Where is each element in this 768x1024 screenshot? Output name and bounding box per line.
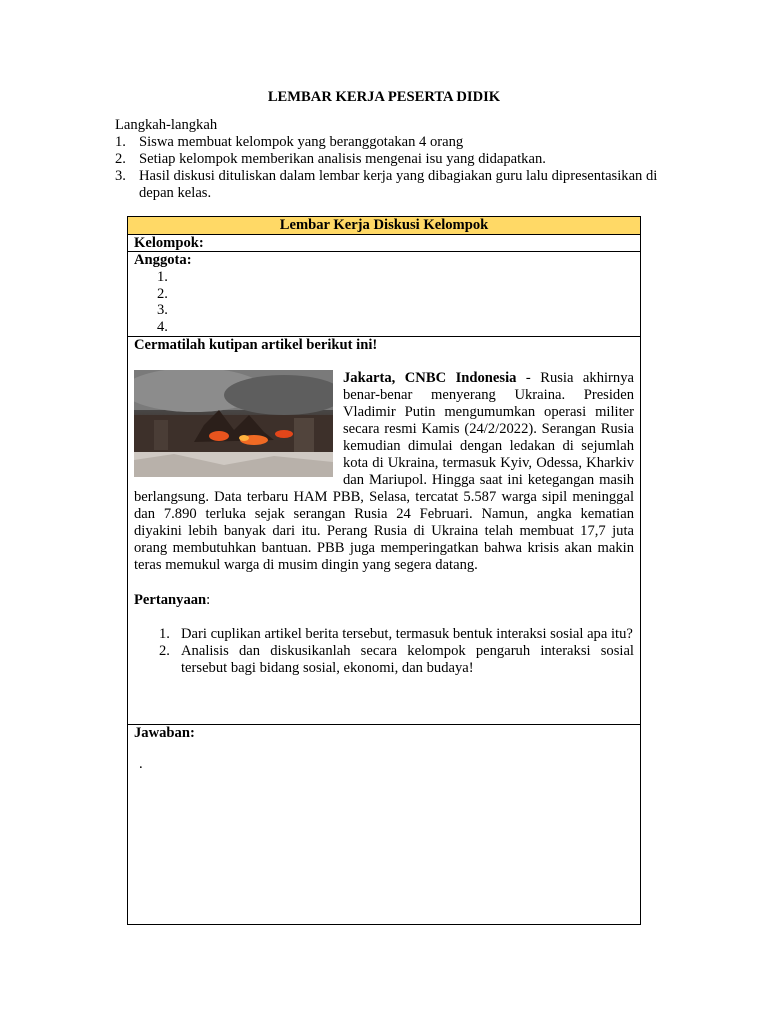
question-text: Analisis dan diskusikanlah secara kelompok pengaruh interaksi sosial tersebut bagi bidang sosial, ekonomi, dan budaya!: [181, 643, 634, 676]
member-item[interactable]: 2.: [157, 285, 168, 302]
questions-heading: [134, 592, 634, 609]
photo-illustration: [134, 370, 333, 477]
step-text: Setiap kelompok memberikan analisis mengenai isu yang didapatkan.: [139, 151, 546, 167]
questions-colon: :: [206, 592, 211, 608]
questions-label: Pertanyaan: [134, 592, 207, 608]
article-byline: Jakarta, CNBC Indonesia: [343, 370, 517, 386]
article-intro: Cermatilah kutipan artikel berikut ini!: [134, 337, 378, 353]
step-number: 1.: [115, 134, 126, 150]
group-label: Kelompok:: [134, 235, 204, 251]
questions-list: [134, 626, 634, 677]
article-body: - Rusia akhirnya benar-benar menyerang Ukraina. Presiden Vladimir Putin mengumumkan operasi militer secara resmi Kamis (24/2/2022). Serangan Rusia kemudian dimulai dengan ledakan di sejumlah kota di Ukraina, termasuk Kyiv, Odessa, Kharkiv dan Mariupol. Hingga saat ini ketegangan masih berlangsung. Data terbaru HAM PBB, Selasa, tercatat 5.587 warga sipil meninggal dan 7.890 terluka sejak serangan Rusia 24 Februari. Namun, angka kematian diyakini lebih banyak dari itu. Perang Rusia di Ukraina telah membuat 17,7 juta orang membutuhkan bantuan. PBB juga memperingatkan bahwa krisis akan makin teras memukul warga di musim dingin yang segera datang.: [134, 370, 634, 573]
question-item: [134, 643, 634, 677]
step-text: Hasil diskusi dituliskan dalam lembar kerja yang dibagiakan guru lalu dipresentasikan di depan kelas.: [139, 168, 658, 201]
answer-field[interactable]: [128, 725, 640, 926]
article-section: [128, 337, 640, 725]
answer-value[interactable]: .: [139, 756, 143, 772]
step-number: 2.: [115, 151, 126, 167]
steps-section: [115, 117, 680, 202]
members-field[interactable]: [128, 252, 640, 337]
steps-list: [115, 134, 680, 202]
step-number: 3.: [115, 168, 126, 184]
question-text: Dari cuplikan artikel berita tersebut, termasuk bentuk interaksi sosial apa itu?: [181, 626, 633, 642]
worksheet-table: [127, 216, 641, 925]
step-item: [115, 134, 680, 151]
member-item[interactable]: 3.: [157, 302, 168, 318]
member-item[interactable]: 1.: [157, 269, 168, 285]
step-item: [115, 168, 680, 202]
document-title: LEMBAR KERJA PESERTA DIDIK: [267, 89, 501, 105]
burning-buildings-photo: [134, 370, 333, 477]
worksheet-header: Lembar Kerja Diskusi Kelompok: [128, 217, 640, 235]
answer-label: Jawaban:: [134, 725, 195, 741]
question-item: [134, 626, 634, 643]
steps-heading: Langkah-langkah: [115, 117, 218, 133]
step-text: Siswa membuat kelompok yang beranggotakan 4 orang: [139, 134, 464, 150]
member-item[interactable]: 4.: [157, 318, 168, 335]
step-item: [115, 151, 680, 168]
question-number: 2.: [159, 643, 170, 659]
members-label: Anggota:: [134, 252, 192, 268]
members-list: [134, 269, 634, 335]
question-number: 1.: [159, 626, 170, 642]
group-field[interactable]: [128, 235, 640, 252]
